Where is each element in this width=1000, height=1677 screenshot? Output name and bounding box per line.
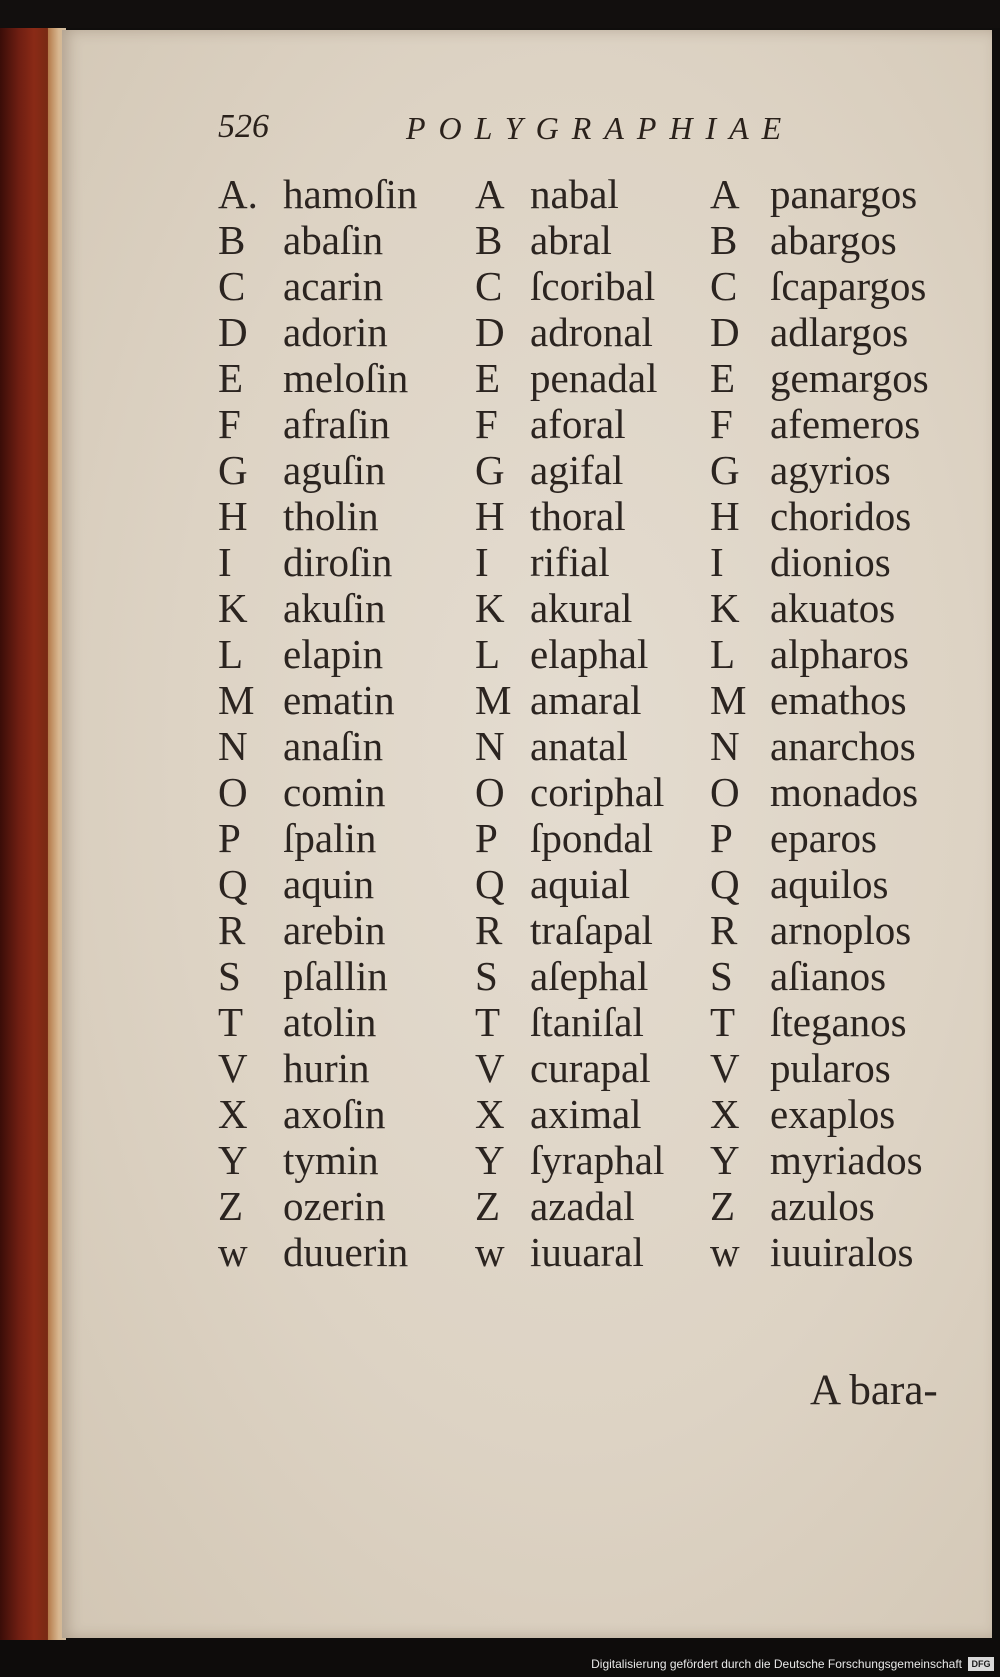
cipher-letter: A bbox=[475, 171, 505, 217]
table-row bbox=[0, 216, 1000, 264]
cipher-word: afraſin bbox=[283, 401, 390, 447]
cipher-letter: X bbox=[475, 1091, 505, 1137]
cipher-word: penadal bbox=[530, 355, 658, 401]
cipher-letter: P bbox=[218, 815, 241, 861]
page-number: 526 bbox=[218, 108, 269, 145]
cipher-letter: H bbox=[710, 493, 740, 539]
cipher-letter: E bbox=[475, 355, 501, 401]
table-row bbox=[0, 860, 1000, 908]
cipher-word: abargos bbox=[770, 217, 897, 263]
cipher-word: axoſin bbox=[283, 1091, 386, 1137]
cipher-word: meloſin bbox=[283, 355, 409, 401]
cipher-letter: G bbox=[218, 447, 248, 493]
cipher-word: dionios bbox=[770, 539, 891, 585]
cipher-letter: S bbox=[710, 953, 733, 999]
cipher-word: eparos bbox=[770, 815, 878, 861]
table-row bbox=[0, 584, 1000, 632]
cipher-word: duuerin bbox=[283, 1229, 409, 1275]
cipher-word: coriphal bbox=[530, 769, 665, 815]
cipher-word: pſallin bbox=[283, 953, 388, 999]
digitization-credit: Digitalisierung gefördert durch die Deutsche Forschungsgemeinschaft bbox=[591, 1657, 962, 1671]
table-row bbox=[0, 676, 1000, 724]
cipher-letter: N bbox=[218, 723, 248, 769]
table-row bbox=[0, 400, 1000, 448]
cipher-word: acarin bbox=[283, 263, 384, 309]
cipher-letter: H bbox=[218, 493, 248, 539]
cipher-word: afemeros bbox=[770, 401, 921, 447]
cipher-word: abaſin bbox=[283, 217, 384, 263]
cipher-word: aguſin bbox=[283, 447, 386, 493]
cipher-letter: w bbox=[218, 1229, 248, 1275]
cipher-word: aſianos bbox=[770, 953, 887, 999]
cipher-letter: F bbox=[475, 401, 498, 447]
cipher-letter: E bbox=[218, 355, 244, 401]
table-row bbox=[0, 1182, 1000, 1230]
cipher-word: alpharos bbox=[770, 631, 909, 677]
cipher-letter: R bbox=[710, 907, 738, 953]
cipher-letter: O bbox=[710, 769, 740, 815]
cipher-letter: M bbox=[218, 677, 255, 723]
cipher-word: amaral bbox=[530, 677, 642, 723]
cipher-letter: K bbox=[218, 585, 248, 631]
table-row bbox=[0, 906, 1000, 954]
cipher-word: anatal bbox=[530, 723, 628, 769]
cipher-letter: w bbox=[475, 1229, 505, 1275]
cipher-word: hurin bbox=[283, 1045, 370, 1091]
cipher-letter: Y bbox=[475, 1137, 505, 1183]
cipher-letter: K bbox=[475, 585, 505, 631]
cipher-word: iuuiralos bbox=[770, 1229, 914, 1275]
cipher-letter: B bbox=[475, 217, 503, 263]
cipher-letter: N bbox=[710, 723, 740, 769]
table-row bbox=[0, 538, 1000, 586]
cipher-letter: G bbox=[475, 447, 505, 493]
cipher-word: thoral bbox=[530, 493, 626, 539]
table-row bbox=[0, 998, 1000, 1046]
cipher-table bbox=[0, 170, 1000, 1350]
cipher-letter: D bbox=[475, 309, 505, 355]
cipher-word: ſpalin bbox=[283, 815, 377, 861]
cipher-word: myriados bbox=[770, 1137, 923, 1183]
cipher-letter: E bbox=[710, 355, 736, 401]
table-row bbox=[0, 722, 1000, 770]
cipher-letter: C bbox=[710, 263, 738, 309]
cipher-word: aquial bbox=[530, 861, 631, 907]
cipher-word: monados bbox=[770, 769, 919, 815]
table-row bbox=[0, 262, 1000, 310]
cipher-letter: Q bbox=[218, 861, 248, 907]
cipher-letter: B bbox=[710, 217, 738, 263]
cipher-word: pularos bbox=[770, 1045, 891, 1091]
cipher-word: exaplos bbox=[770, 1091, 896, 1137]
cipher-letter: G bbox=[710, 447, 740, 493]
cipher-letter: N bbox=[475, 723, 505, 769]
cipher-letter: M bbox=[710, 677, 747, 723]
scan-top-border bbox=[0, 0, 1000, 28]
table-row bbox=[0, 1044, 1000, 1092]
cipher-word: traſapal bbox=[530, 907, 653, 953]
cipher-word: ſtaniſal bbox=[530, 999, 644, 1045]
cipher-word: ſyraphal bbox=[530, 1137, 665, 1183]
cipher-letter: H bbox=[475, 493, 505, 539]
cipher-letter: R bbox=[475, 907, 503, 953]
cipher-letter: K bbox=[710, 585, 740, 631]
cipher-letter: F bbox=[218, 401, 241, 447]
cipher-word: ematin bbox=[283, 677, 395, 723]
cipher-letter: V bbox=[218, 1045, 248, 1091]
table-row bbox=[0, 1090, 1000, 1138]
cipher-letter: L bbox=[218, 631, 244, 677]
cipher-letter: P bbox=[475, 815, 498, 861]
cipher-word: arnoplos bbox=[770, 907, 912, 953]
cipher-letter: C bbox=[475, 263, 503, 309]
cipher-letter: A bbox=[710, 171, 740, 217]
cipher-letter: I bbox=[475, 539, 489, 585]
cipher-word: aximal bbox=[530, 1091, 642, 1137]
cipher-word: nabal bbox=[530, 171, 619, 217]
cipher-word: abral bbox=[530, 217, 612, 263]
cipher-word: ſcoribal bbox=[530, 263, 656, 309]
cipher-letter: S bbox=[218, 953, 241, 999]
cipher-word: akuatos bbox=[770, 585, 896, 631]
cipher-letter: O bbox=[475, 769, 505, 815]
cipher-letter: Z bbox=[475, 1183, 501, 1229]
cipher-word: arebin bbox=[283, 907, 386, 953]
cipher-word: aquilos bbox=[770, 861, 889, 907]
table-row bbox=[0, 1228, 1000, 1276]
cipher-word: panargos bbox=[770, 171, 918, 217]
cipher-letter: R bbox=[218, 907, 246, 953]
table-row bbox=[0, 170, 1000, 218]
table-row bbox=[0, 492, 1000, 540]
cipher-letter: Y bbox=[710, 1137, 740, 1183]
cipher-letter: Z bbox=[710, 1183, 736, 1229]
cipher-letter: X bbox=[218, 1091, 248, 1137]
cipher-word: adronal bbox=[530, 309, 653, 355]
cipher-letter: Q bbox=[475, 861, 505, 907]
cipher-letter: L bbox=[475, 631, 501, 677]
table-row bbox=[0, 768, 1000, 816]
cipher-word: aſephal bbox=[530, 953, 649, 999]
cipher-word: comin bbox=[283, 769, 386, 815]
table-row bbox=[0, 1136, 1000, 1184]
cipher-word: elapin bbox=[283, 631, 384, 677]
cipher-word: ſteganos bbox=[770, 999, 907, 1045]
catchword: A bara- bbox=[810, 1367, 938, 1414]
cipher-letter: O bbox=[218, 769, 248, 815]
cipher-letter: T bbox=[218, 999, 244, 1045]
cipher-word: ozerin bbox=[283, 1183, 386, 1229]
cipher-letter: V bbox=[710, 1045, 740, 1091]
cipher-letter: Y bbox=[218, 1137, 248, 1183]
cipher-letter: X bbox=[710, 1091, 740, 1137]
cipher-letter: T bbox=[475, 999, 501, 1045]
cipher-letter: Z bbox=[218, 1183, 244, 1229]
cipher-word: azulos bbox=[770, 1183, 875, 1229]
cipher-word: elaphal bbox=[530, 631, 649, 677]
cipher-word: tholin bbox=[283, 493, 379, 539]
cipher-word: iuuaral bbox=[530, 1229, 644, 1275]
running-title: POLYGRAPHIAE bbox=[406, 110, 795, 146]
cipher-word: ſcapargos bbox=[770, 263, 927, 309]
cipher-letter: M bbox=[475, 677, 512, 723]
table-row bbox=[0, 952, 1000, 1000]
cipher-letter: I bbox=[218, 539, 232, 585]
cipher-word: choridos bbox=[770, 493, 912, 539]
cipher-letter: B bbox=[218, 217, 246, 263]
cipher-word: gemargos bbox=[770, 355, 929, 401]
cipher-letter: w bbox=[710, 1229, 740, 1275]
cipher-word: tymin bbox=[283, 1137, 379, 1183]
page-header bbox=[0, 108, 1000, 158]
cipher-word: anaſin bbox=[283, 723, 384, 769]
cipher-word: adlargos bbox=[770, 309, 909, 355]
dfg-logo: DFG bbox=[968, 1657, 994, 1671]
cipher-letter: D bbox=[710, 309, 740, 355]
cipher-letter: D bbox=[218, 309, 248, 355]
cipher-word: agifal bbox=[530, 447, 624, 493]
cipher-letter: P bbox=[710, 815, 733, 861]
cipher-word: emathos bbox=[770, 677, 907, 723]
cipher-letter: L bbox=[710, 631, 736, 677]
cipher-word: rifial bbox=[530, 539, 610, 585]
cipher-word: agyrios bbox=[770, 447, 891, 493]
table-row bbox=[0, 814, 1000, 862]
cipher-letter: C bbox=[218, 263, 246, 309]
cipher-word: anarchos bbox=[770, 723, 916, 769]
cipher-word: atolin bbox=[283, 999, 377, 1045]
cipher-letter: T bbox=[710, 999, 736, 1045]
cipher-letter: Q bbox=[710, 861, 740, 907]
cipher-word: aquin bbox=[283, 861, 375, 907]
table-row bbox=[0, 446, 1000, 494]
table-row bbox=[0, 354, 1000, 402]
cipher-word: azadal bbox=[530, 1183, 635, 1229]
cipher-word: aforal bbox=[530, 401, 626, 447]
table-row bbox=[0, 308, 1000, 356]
cipher-letter: I bbox=[710, 539, 724, 585]
cipher-letter: S bbox=[475, 953, 498, 999]
cipher-word: diroſin bbox=[283, 539, 393, 585]
cipher-word: akuſin bbox=[283, 585, 386, 631]
cipher-word: akural bbox=[530, 585, 633, 631]
table-row bbox=[0, 630, 1000, 678]
cipher-letter: F bbox=[710, 401, 733, 447]
cipher-word: ſpondal bbox=[530, 815, 653, 861]
cipher-word: curapal bbox=[530, 1045, 651, 1091]
cipher-word: hamoſin bbox=[283, 171, 418, 217]
cipher-letter: V bbox=[475, 1045, 505, 1091]
cipher-letter: A. bbox=[218, 171, 258, 217]
cipher-word: adorin bbox=[283, 309, 388, 355]
